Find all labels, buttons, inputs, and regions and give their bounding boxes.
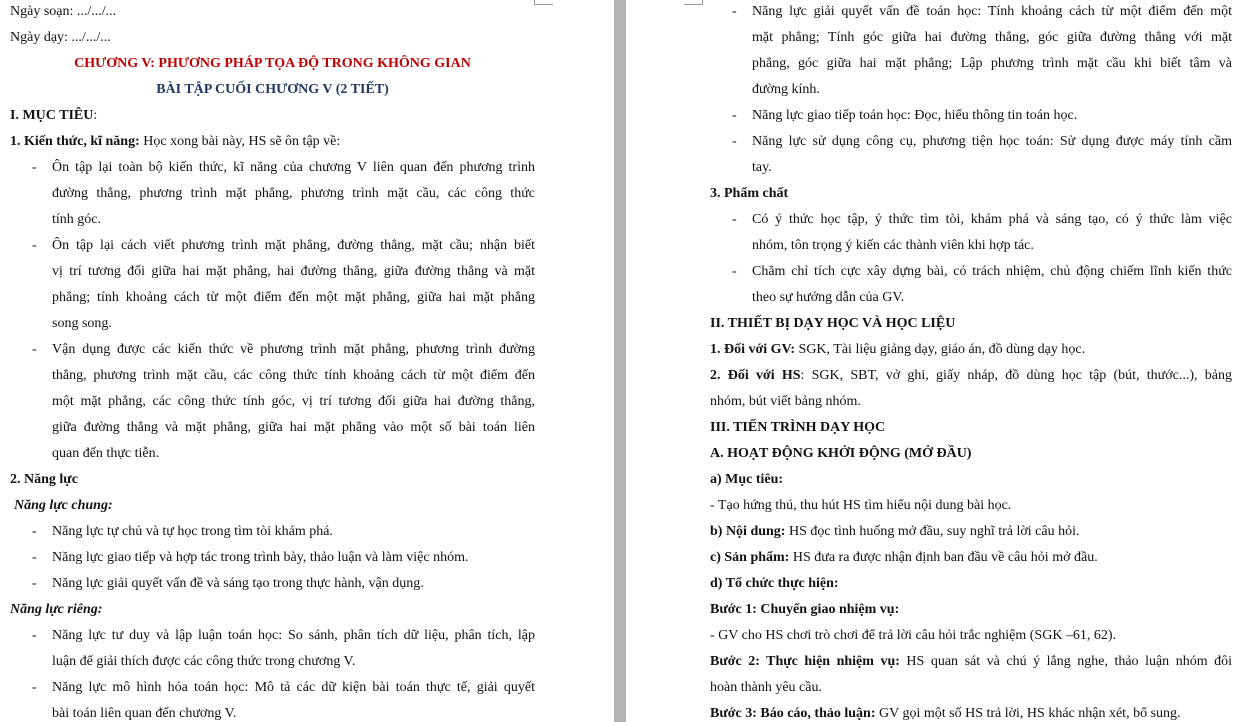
bullet-continuation: song song. — [52, 316, 112, 331]
student-text: : SGK, SBT, vở ghi, giấy nháp, đồ dùng học tập (bút, thước...), bảng — [800, 368, 1232, 383]
lesson-title: BÀI TẬP CUỐI CHƯƠNG V (2 TIẾT) — [156, 82, 389, 97]
bullet-item: - Chăm chỉ tích cực xây dựng bài, có trách nhiệm, chủ động chiếm lĩnh kiến thức — [710, 259, 1232, 285]
crop-mark — [534, 0, 553, 5]
organization-label: d) Tổ chức thực hiện: — [710, 576, 839, 591]
bullet-item: - Năng lực giải quyết vấn đề và sáng tạo trong thực hành, vận dụng. — [10, 571, 535, 597]
bullet-item: - Năng lực mô hình hóa toán học: Mô tả các dữ kiện bài toán thực tế, giải quyết — [10, 675, 535, 701]
bullet-item: - Năng lực giải quyết vấn đề toán học: Tính khoảng cách từ một điểm đến một — [710, 0, 1232, 25]
section-2-heading: II. THIẾT BỊ DẠY HỌC VÀ HỌC LIỆU — [710, 316, 956, 331]
product-text: HS đưa ra được nhận định ban đầu về câu hỏi mở đầu. — [789, 550, 1098, 565]
bullet-continuation: đường kính. — [752, 82, 820, 97]
student-label: 2. Đối với HS — [710, 368, 801, 383]
objective-label: a) Mục tiêu: — [710, 472, 784, 487]
bullet-continuation: luận để giải thích được các công thức trong chương V. — [52, 654, 356, 669]
content-label: b) Nội dung: — [710, 524, 786, 539]
page-right-content — [710, 0, 1232, 722]
step-1-label: Bước 1: Chuyển giao nhiệm vụ: — [710, 602, 900, 617]
bullet-continuation: vị trí tương đối giữa hai mặt phẳng, hai đường thẳng, giữa đường thẳng và mặt — [52, 264, 535, 279]
product-line — [710, 545, 1232, 571]
bullet-continuation: bài toán liên quan đến chương V. — [52, 706, 237, 721]
bullet-continuation: nhóm, tôn trọng ý kiến các thành viên khi hợp tác. — [752, 238, 1034, 253]
bullet-continuation: phẳng, góc giữa hai mặt phẳng; Lập phương trình mặt cầu khi biết tâm và — [752, 56, 1232, 71]
bullet-item: - Năng lực giao tiếp toán học: Đọc, hiểu thông tin toán học. — [710, 103, 1232, 129]
section-3-heading: III. TIẾN TRÌNH DẠY HỌC — [710, 420, 886, 435]
crop-mark — [684, 0, 703, 5]
knowledge-text: Học xong bài này, HS sẽ ôn tập về: — [139, 134, 341, 149]
bullet-item: - Năng lực giao tiếp và hợp tác trong trình bày, thảo luận và làm việc nhóm. — [10, 545, 535, 571]
date-draft: Ngày soạn: .../.../... — [10, 4, 117, 19]
bullet-item: - Vận dụng được các kiến thức về phương trình mặt phẳng, phương trình đường — [10, 337, 535, 363]
bullet-item: - Ôn tập lại cách viết phương trình mặt phẳng, đường thẳng, mặt cầu; nhận biết — [10, 233, 535, 259]
bullet-item: - Năng lực sử dụng công cụ, phương tiện học toán: Sử dụng được máy tính cầm — [710, 129, 1232, 155]
bullet-continuation: thẳng, phương trình mặt cầu, các công thức tính khoảng cách từ một điểm đến — [52, 368, 535, 383]
content-line — [710, 519, 1232, 545]
objective-text: - Tạo hứng thú, thu hút HS tìm hiểu nội dung bài học. — [710, 498, 1012, 513]
date-teach: Ngày dạy: .../.../... — [10, 30, 111, 45]
bullet-continuation: giữa đường thẳng và mặt phẳng, giữa hai mặt phẳng vào một số bài toán liên — [52, 420, 535, 435]
bullet-item: - Có ý thức học tập, ý thức tìm tòi, khám phá và sáng tạo, có ý thức làm việc — [710, 207, 1232, 233]
student-materials-continuation: nhóm, bút viết bảng nhóm. — [710, 394, 861, 409]
product-label: c) Sản phẩm: — [710, 550, 790, 565]
content-text: HS đọc tình huống mở đầu, suy nghĩ trả lời câu hỏi. — [785, 524, 1080, 539]
section-1-colon: : — [93, 108, 98, 123]
knowledge-line — [10, 129, 535, 155]
document-page-left — [0, 0, 614, 722]
teacher-materials — [710, 337, 1232, 363]
qualities-heading-text: 3. Phẩm chất — [710, 186, 789, 201]
student-materials — [710, 363, 1232, 389]
specific-competency-heading: Năng lực riêng: — [10, 602, 103, 617]
step-2-continuation: hoàn thành yêu cầu. — [710, 680, 822, 695]
activity-a-heading: A. HOẠT ĐỘNG KHỞI ĐỘNG (MỞ ĐẦU) — [710, 446, 972, 461]
general-competency-heading: Năng lực chung: — [14, 498, 113, 513]
step-2-line — [710, 649, 1232, 675]
bullet-item: - Ôn tập lại toàn bộ kiến thức, kĩ năng của chương V liên quan đến phương trình — [10, 155, 535, 181]
bullet-continuation: tính góc. — [52, 212, 101, 227]
bullet-continuation: theo sự hướng dẫn của GV. — [752, 290, 905, 305]
step-3-text: GV gọi một số HS trả lời, HS khác nhận xét, bổ sung. — [875, 706, 1181, 721]
bullet-continuation: tay. — [752, 160, 772, 175]
step-2-label: Bước 2: Thực hiện nhiệm vụ: — [710, 654, 900, 669]
bullet-item: - Năng lực tự chủ và tự học trong tìm tòi khám phá. — [10, 519, 535, 545]
chapter-title: CHƯƠNG V: PHƯƠNG PHÁP TỌA ĐỘ TRONG KHÔNG GIAN — [74, 56, 471, 71]
page-left-content — [10, 0, 535, 722]
bullet-continuation: phẳng; tính khoảng cách từ một điểm đến một mặt phẳng, giữa hai mặt phẳng — [52, 290, 535, 305]
step-3-line — [710, 701, 1232, 722]
qualities-heading — [626, 181, 1232, 207]
teacher-text: SGK, Tài liệu giảng dạy, giáo án, đồ dùng dạy học. — [795, 342, 1086, 357]
step-2-text: HS quan sát và chú ý lắng nghe, thảo luận nhóm đôi — [899, 654, 1232, 669]
section-1-heading — [10, 103, 535, 129]
step-1-text: - GV cho HS chơi trò chơi để trả lời câu hỏi trắc nghiệm (SGK –61, 62). — [710, 628, 1117, 643]
bullet-continuation: mặt phẳng; Tính góc giữa hai đường thẳng, góc giữa đường thẳng với mặt — [752, 30, 1232, 45]
bullet-continuation: một mặt phẳng, các công thức tính góc, vị trí tương đối giữa hai đường thẳng, — [52, 394, 535, 409]
document-page-right — [626, 0, 1242, 722]
knowledge-label: 1. Kiến thức, kĩ năng: — [10, 134, 140, 149]
bullet-item: - Năng lực tư duy và lập luận toán học: So sánh, phân tích dữ liệu, phân tích, lập — [10, 623, 535, 649]
bullet-continuation: đường thẳng, phương trình mặt phẳng, phương trình mặt cầu, các công thức — [52, 186, 535, 201]
bullet-continuation: quan đến thực tiễn. — [52, 446, 160, 461]
teacher-label: 1. Đối với GV: — [710, 342, 796, 357]
section-1-heading-text: I. MỤC TIÊU — [10, 108, 94, 123]
competency-heading: 2. Năng lực — [10, 472, 78, 487]
page-gutter — [614, 0, 626, 722]
step-3-label: Bước 3: Báo cáo, thảo luận: — [710, 706, 876, 721]
